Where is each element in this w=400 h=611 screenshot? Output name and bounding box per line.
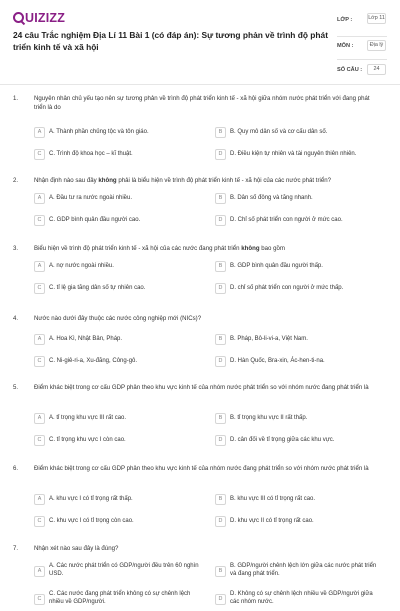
option-text: C. Các nước đang phát triển không có sự chênh lệch nhiều về GDP/người. [49, 591, 191, 605]
question-text: Nguyên nhân chủ yếu tạo nên sự tương phản về trình độ phát triển kinh tế - xã hội giữa nhóm nước phát triển với đang phát triển là do [34, 95, 370, 111]
option-c[interactable] [34, 589, 200, 611]
question-number: 4. [13, 315, 19, 322]
option-letter: A [34, 334, 45, 345]
option-text: A. Thành phần chủng tộc và tôn giáo. [49, 129, 149, 135]
option-letter: C [34, 594, 45, 605]
option-b[interactable] [215, 334, 381, 348]
header-divider [0, 84, 400, 85]
option-text: C. khu vực I có tỉ trọng còn cao. [49, 518, 134, 524]
meta-divider [337, 59, 387, 60]
option-a[interactable] [34, 261, 200, 275]
option-letter: D [215, 435, 226, 446]
option-d[interactable] [215, 589, 381, 611]
option-b[interactable] [215, 561, 381, 583]
option-text: B. GDP bình quân đầu người thấp. [230, 263, 323, 269]
count-label: SỐ CÂU : [337, 67, 363, 73]
option-letter: A [34, 261, 45, 272]
subject-label: MÔN : [337, 43, 354, 49]
worksheet-header [0, 0, 400, 84]
option-c[interactable] [34, 215, 200, 229]
question-text: Nước nào dưới đây thuộc các nước công nghiệp mới (NICs)? [34, 315, 202, 322]
option-text: D. cân đối về tỉ trọng giữa các khu vực. [230, 437, 335, 443]
option-letter: C [34, 215, 45, 226]
question-text [34, 177, 380, 186]
question-number: 2. [13, 177, 19, 184]
option-c[interactable] [34, 516, 200, 530]
option-c[interactable] [34, 149, 200, 163]
option-b[interactable] [215, 193, 381, 207]
option-letter: C [34, 516, 45, 527]
option-text: D. Không có sự chênh lệch nhiều về GDP/người giữa các nhóm nước. [230, 591, 373, 605]
quizizz-logo [13, 11, 65, 25]
option-d[interactable] [215, 283, 381, 297]
option-letter: D [215, 215, 226, 226]
option-letter: D [215, 594, 226, 605]
subject-value: Địa lý [367, 40, 386, 51]
option-letter: B [215, 261, 226, 272]
option-a[interactable] [34, 193, 200, 207]
question-number: 7. [13, 545, 19, 552]
question-number: 1. [13, 95, 19, 102]
option-text: C. Trình độ khoa học – kĩ thuật. [49, 151, 133, 157]
option-letter: B [215, 193, 226, 204]
class-label: LỚP : [337, 17, 353, 23]
option-text: A. tỉ trọng khu vực III rất cao. [49, 415, 127, 421]
option-text: A. Hoa Kì, Nhật Bản, Pháp. [49, 336, 123, 342]
option-d[interactable] [215, 215, 381, 229]
option-text: A. khu vực I có tỉ trọng rất thấp. [49, 496, 133, 502]
question-text-part: Nhận định nào sau đây [34, 177, 99, 184]
option-text: A. Các nước phát triển có GDP/người đều trên 60 nghìn USD. [49, 563, 199, 577]
option-letter: D [215, 283, 226, 294]
question-text-part: phải là biểu hiện về trình độ phát triển kinh tế - xã hội của các nước phát triển? [116, 177, 332, 184]
option-letter: B [215, 127, 226, 138]
option-d[interactable] [215, 149, 381, 163]
option-text: C. GDP bình quân đầu người cao. [49, 217, 141, 223]
option-text: A. Đầu tư ra nước ngoài nhiều. [49, 195, 133, 201]
option-a[interactable] [34, 334, 200, 348]
option-text: D. khu vực II có tỉ trọng rất cao. [230, 518, 314, 524]
question-text-part: bao gồm [259, 245, 285, 252]
count-value: 24 [367, 64, 386, 75]
logo-q-icon [13, 12, 24, 23]
option-text: D. Chỉ số phát triển con người ở mức cao. [230, 217, 343, 223]
option-a[interactable] [34, 494, 200, 508]
option-text: D. Điều kiện tự nhiên và tài nguyên thiên nhiên. [230, 151, 357, 157]
option-letter: A [34, 494, 45, 505]
option-letter: B [215, 566, 226, 577]
option-letter: D [215, 516, 226, 527]
option-c[interactable] [34, 356, 200, 370]
option-text: D. Hàn Quốc, Bra-xin, Ác-hen-ti-na. [230, 358, 325, 364]
option-text: B. tỉ trọng khu vực II rất thấp. [230, 415, 308, 421]
option-d[interactable] [215, 516, 381, 530]
option-c[interactable] [34, 435, 200, 449]
question-text [34, 245, 380, 254]
option-text: C. Ni-giê-ri-a, Xu-đăng, Công-gô. [49, 358, 138, 364]
option-letter: C [34, 356, 45, 367]
option-b[interactable] [215, 127, 381, 141]
option-b[interactable] [215, 413, 381, 427]
class-value: Lớp 11 [367, 13, 386, 24]
option-a[interactable] [34, 561, 200, 583]
logo-text: UIZIZZ [25, 11, 66, 25]
option-letter: A [34, 127, 45, 138]
option-letter: D [215, 149, 226, 160]
option-letter: C [34, 283, 45, 294]
question-text: Nhận xét nào sau đây là đúng? [34, 545, 119, 552]
option-text: B. khu vực III có tỉ trọng rất cao. [230, 496, 316, 502]
question-emphasis: không [241, 245, 260, 252]
question-text: Điểm khác biệt trong cơ cấu GDP phân theo khu vực kinh tế của nhóm nước đang phát triển so với nhóm nước phát triển là [34, 465, 369, 472]
option-b[interactable] [215, 494, 381, 508]
option-letter: A [34, 413, 45, 424]
option-text: B. GDP/người chênh lệch lớn giữa các nước phát triển và đang phát triển. [230, 563, 377, 577]
meta-divider [337, 36, 387, 37]
option-letter: B [215, 334, 226, 345]
option-text: C. tỉ trọng khu vực I còn cao. [49, 437, 126, 443]
option-text: D. chỉ số phát triển con người ở mức thấp. [230, 285, 344, 291]
page-title: 24 câu Trắc nghiệm Địa Lí 11 Bài 1 (có đáp án): Sự tương phản về trình độ phát triển kinh tế và xã hội [13, 30, 328, 52]
option-b[interactable] [215, 261, 381, 275]
option-letter: C [34, 435, 45, 446]
question-number: 3. [13, 245, 19, 252]
option-letter: A [34, 193, 45, 204]
question-text: Điểm khác biệt trong cơ cấu GDP phân theo khu vực kinh tế của nhóm nước phát triển so với nhóm nước đang phát triển là [34, 384, 369, 391]
question-text-part: Biểu hiện về trình độ phát triển kinh tế - xã hội của các nước đang phát triển [34, 245, 242, 252]
question-number: 6. [13, 465, 19, 472]
option-text: B. Pháp, Bô-li-vi-a, Việt Nam. [230, 336, 308, 342]
option-letter: A [34, 566, 45, 577]
question-number: 5. [13, 384, 19, 391]
question-emphasis: không [98, 177, 117, 184]
option-text: A. nợ nước ngoài nhiều. [49, 263, 114, 269]
option-d[interactable] [215, 356, 381, 370]
option-text: C. tỉ lệ gia tăng dân số tự nhiên cao. [49, 285, 146, 291]
option-letter: B [215, 494, 226, 505]
option-text: B. Dân số đông và tăng nhanh. [230, 195, 313, 201]
option-letter: B [215, 413, 226, 424]
option-c[interactable] [34, 283, 200, 297]
option-a[interactable] [34, 127, 200, 141]
option-letter: C [34, 149, 45, 160]
option-text: B. Quy mô dân số và cơ cấu dân số. [230, 129, 328, 135]
option-letter: D [215, 356, 226, 367]
option-d[interactable] [215, 435, 381, 449]
option-a[interactable] [34, 413, 200, 427]
